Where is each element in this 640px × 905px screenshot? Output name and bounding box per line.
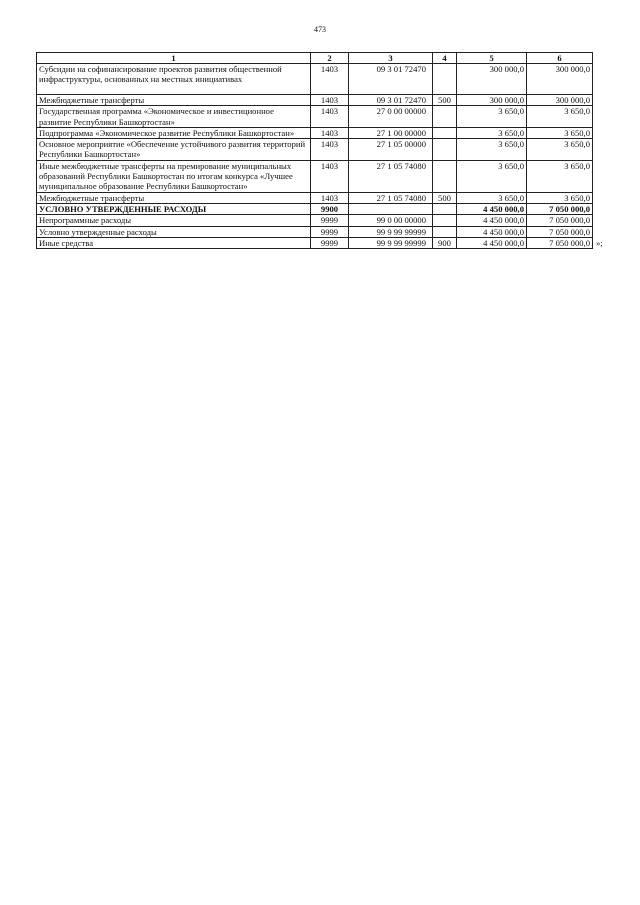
column-header: 3 (349, 53, 433, 64)
amount-cell-year2: 300 000,0 (527, 64, 593, 95)
section-cell: 1403 (311, 127, 349, 138)
section-cell: 1403 (311, 106, 349, 128)
table-row (37, 106, 593, 128)
amount-cell-year1: 3 650,0 (457, 139, 527, 161)
section-cell: 1403 (311, 95, 349, 106)
amount-cell-year2: 3 650,0 (527, 192, 593, 203)
table-row (37, 64, 593, 95)
row-name-cell: Межбюджетные трансферты (37, 95, 311, 106)
target-item-cell: 99 0 00 00000 (349, 215, 433, 226)
target-item-cell: 27 1 05 74080 (349, 160, 433, 192)
table-row (37, 160, 593, 192)
section-cell: 1403 (311, 139, 349, 161)
expense-type-cell: 500 (433, 95, 457, 106)
amount-cell-year1: 4 450 000,0 (457, 215, 527, 226)
amount-cell-year2-wrapper (527, 237, 603, 248)
row-name-cell: Подпрограмма «Экономическое развитие Республики Башкортостан» (37, 127, 311, 138)
target-item-cell: 27 0 00 00000 (349, 106, 433, 128)
amount-cell-year2: 3 650,0 (527, 127, 593, 138)
target-item-cell: 27 1 00 00000 (349, 127, 433, 138)
section-cell: 9999 (311, 237, 349, 248)
target-item-cell: 27 1 05 74080 (349, 192, 433, 203)
table-row (37, 237, 593, 248)
table-header-row (37, 53, 593, 64)
target-item-cell: 09 3 01 72470 (349, 95, 433, 106)
section-cell: 1403 (311, 192, 349, 203)
table-row (37, 226, 593, 237)
expense-type-cell (433, 203, 457, 214)
section-cell: 9999 (311, 215, 349, 226)
target-item-cell: 99 9 99 99999 (349, 226, 433, 237)
amount-cell-year1: 300 000,0 (457, 95, 527, 106)
table-row (37, 203, 593, 214)
closing-quote-mark: »; (596, 237, 603, 248)
amount-cell-year1: 3 650,0 (457, 106, 527, 128)
section-cell: 9999 (311, 226, 349, 237)
expense-type-cell (433, 64, 457, 95)
expense-type-cell (433, 160, 457, 192)
column-header: 2 (311, 53, 349, 64)
amount-cell-year1: 300 000,0 (457, 64, 527, 95)
expense-type-cell: 900 (433, 237, 457, 248)
expense-type-cell (433, 127, 457, 138)
row-name-cell: Основное мероприятие «Обеспечение устойчивого развития территорий Республики Башкортостан» (37, 139, 311, 161)
row-name-cell: Непрограммные расходы (37, 215, 311, 226)
row-name-cell: Государственная программа «Экономическое и инвестиционное развитие Республики Башкортостан» (37, 106, 311, 128)
column-header: 4 (433, 53, 457, 64)
page-number: 473 (314, 25, 326, 34)
amount-cell-year2: 300 000,0 (527, 95, 593, 106)
table-row (37, 127, 593, 138)
amount-cell-year2: 7 050 000,0 (527, 215, 593, 226)
amount-cell-year1: 3 650,0 (457, 160, 527, 192)
table-row (37, 139, 593, 161)
amount-cell-year1: 4 450 000,0 (457, 226, 527, 237)
amount-cell-year1: 3 650,0 (457, 127, 527, 138)
target-item-cell (349, 203, 433, 214)
amount-cell-year1: 4 450 000,0 (457, 203, 527, 214)
row-name-cell: Межбюджетные трансферты (37, 192, 311, 203)
amount-cell-year2: 7 050 000,0 (549, 237, 590, 248)
budget-table (36, 52, 603, 249)
table-row (37, 95, 593, 106)
table-row (37, 192, 593, 203)
target-item-cell: 09 3 01 72470 (349, 64, 433, 95)
target-item-cell: 27 1 05 00000 (349, 139, 433, 161)
expense-type-cell (433, 106, 457, 128)
section-cell: 9900 (311, 203, 349, 214)
row-name-cell: Иные средства (37, 237, 311, 248)
expense-type-cell: 500 (433, 192, 457, 203)
amount-cell-year2: 3 650,0 (527, 139, 593, 161)
amount-cell-year2: 3 650,0 (527, 160, 593, 192)
amount-cell-year1: 4 450 000,0 (457, 237, 527, 248)
expense-type-cell (433, 215, 457, 226)
section-cell: 1403 (311, 64, 349, 95)
row-name-cell: УСЛОВНО УТВЕРЖДЕННЫЕ РАСХОДЫ (37, 203, 311, 214)
expense-type-cell (433, 139, 457, 161)
row-name-cell: Иные межбюджетные трансферты на премирование муниципальных образований Республики Башкортостан по итогам конкурса «Лучшее муниципальное образование Республики Башкортостан» (37, 160, 311, 192)
column-header: 5 (457, 53, 527, 64)
expense-type-cell (433, 226, 457, 237)
section-cell: 1403 (311, 160, 349, 192)
column-header: 6 (527, 53, 593, 64)
amount-cell-year2: 7 050 000,0 (527, 203, 593, 214)
target-item-cell: 99 9 99 99999 (349, 237, 433, 248)
table-row (37, 215, 593, 226)
amount-cell-year2: 7 050 000,0 (527, 226, 593, 237)
amount-cell-year2: 3 650,0 (527, 106, 593, 128)
column-header: 1 (37, 53, 311, 64)
row-name-cell: Условно утвержденные расходы (37, 226, 311, 237)
row-name-cell: Субсидии на софинансирование проектов развития общественной инфраструктуры, основанных на местных инициативах (37, 64, 311, 95)
amount-cell-year1: 3 650,0 (457, 192, 527, 203)
